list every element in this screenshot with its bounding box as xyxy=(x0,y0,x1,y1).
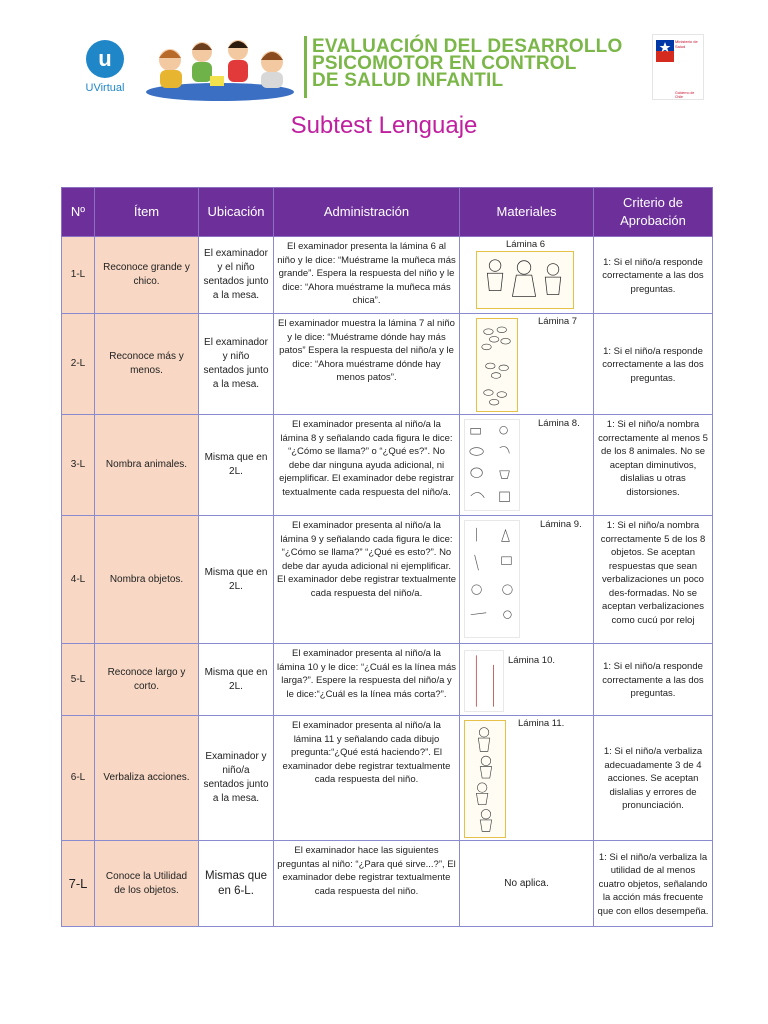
lamina-label: Lámina 10. xyxy=(508,655,556,666)
row-num: 6-L xyxy=(62,716,95,841)
row-item: Nombra animales. xyxy=(95,415,199,516)
program-title-line: DE SALUD INFANTIL xyxy=(312,70,504,91)
header-materiales: Materiales xyxy=(460,188,594,237)
row-administracion: El examinador muestra la lámina 7 al niño y le dice: “Muéstrame dónde hay más patos” Espera la respuesta del niño/a y le dice: “Ahora muéstrame dónde hay menos patos”. xyxy=(274,314,460,415)
lamina-8-image xyxy=(464,419,520,511)
table-row xyxy=(62,415,713,516)
row-ubicacion: Misma que en 2L. xyxy=(199,516,274,644)
document-header xyxy=(0,28,768,108)
row-criterio: 1: Si el niño/a verbaliza adecuadamente 3 de 4 acciones. Se aceptan dislalias y errores de pronunciación. xyxy=(594,716,713,841)
row-ubicacion: Examinador y niño/a sentados junto a la mesa. xyxy=(199,716,274,841)
row-ubicacion: El examinador y niño sentados junto a la mesa. xyxy=(199,314,274,415)
children-illustration xyxy=(140,34,300,102)
row-criterio: 1: Si el niño/a nombra correctamente al menos 5 de los 8 animales. No se aceptan diminutivos, dislalias u otras distorsiones. xyxy=(594,415,713,516)
ministry-name: Ministerio de Salud xyxy=(675,39,698,49)
ministry-logo xyxy=(652,34,704,100)
lamina-label: Lámina 8. xyxy=(538,418,580,429)
row-num: 7-L xyxy=(62,841,95,927)
row-administracion: El examinador hace las siguientes preguntas al niño: “¿Para qué sirve...?”, El examinador debe registrar textualmente cada respuesta del niño. xyxy=(274,841,460,927)
uvirtual-logo-word: UVirtual xyxy=(85,82,125,94)
table-row xyxy=(62,314,713,415)
row-ubicacion: Misma que en 2L. xyxy=(199,644,274,716)
row-ubicacion: Mismas que en 6-L. xyxy=(199,841,274,927)
subtest-table xyxy=(61,187,713,927)
row-item: Reconoce más y menos. xyxy=(95,314,199,415)
uvirtual-logo-mark: u xyxy=(86,40,124,78)
lamina-6-image xyxy=(476,251,574,309)
row-criterio: 1: Si el niño/a nombra correctamente 5 de los 8 objetos. Se aceptan respuestas que sean verbalizaciones un poco des-formadas. No se aceptan verbalizaciones como cucú por reloj xyxy=(594,516,713,644)
row-administracion: El examinador presenta al niño/a la lámina 8 y señalando cada figura le dice: “¿Cómo se llama?” o “¿Qué es?”. No debe dar ninguna ayuda adicional, ni ejemplificar. El examinador debe registrar textualmente cada respuesta del niño/a. xyxy=(274,415,460,516)
lamina-label: Lámina 7 xyxy=(538,316,578,327)
row-item: Verbaliza acciones. xyxy=(95,716,199,841)
lamina-label: Lámina 11. xyxy=(518,718,565,729)
row-ubicacion: Misma que en 2L. xyxy=(199,415,274,516)
program-title-line: EVALUACIÓN DEL DESARROLLO xyxy=(312,36,623,57)
government-label: Gobierno de Chile xyxy=(675,91,695,99)
row-num: 5-L xyxy=(62,644,95,716)
table-row xyxy=(62,841,713,927)
lamina-7-image xyxy=(476,318,518,412)
row-materiales: No aplica. xyxy=(460,841,594,927)
header-item: Ítem xyxy=(95,188,199,237)
header-administracion: Administración xyxy=(274,188,460,237)
row-criterio: 1: Si el niño/a responde correctamente a las dos preguntas. xyxy=(594,237,713,314)
row-item: Reconoce largo y corto. xyxy=(95,644,199,716)
program-title-line: PSICOMOTOR EN CONTROL xyxy=(312,53,577,74)
row-administracion: El examinador presenta la lámina 6 al niño y le dice: “Muéstrame la muñeca más grande”. Espera la respuesta del niño y le dice: “Ahora muéstrame la muñeca más chica”. xyxy=(274,237,460,314)
row-materiales xyxy=(460,716,594,841)
row-num: 3-L xyxy=(62,415,95,516)
row-num: 4-L xyxy=(62,516,95,644)
row-criterio: 1: Si el niño/a verbaliza la utilidad de al menos cuatro objetos, señalando la acción más frecuente que con ellos desempeña. xyxy=(594,841,713,927)
chile-shield-icon xyxy=(656,40,674,62)
row-materiales xyxy=(460,415,594,516)
table-row xyxy=(62,716,713,841)
row-materiales xyxy=(460,644,594,716)
table-row xyxy=(62,644,713,716)
row-materiales xyxy=(460,314,594,415)
row-criterio: 1: Si el niño/a responde correctamente a las dos preguntas. xyxy=(594,644,713,716)
header-divider xyxy=(304,36,307,98)
table-row xyxy=(62,516,713,644)
row-item: Conoce la Utilidad de los objetos. xyxy=(95,841,199,927)
lamina-11-image xyxy=(464,720,506,838)
table-row xyxy=(62,237,713,314)
row-item: Nombra objetos. xyxy=(95,516,199,644)
header-ubicacion: Ubicación xyxy=(199,188,274,237)
row-administracion: El examinador presenta al niño/a la lámina 10 y le dice: “¿Cuál es la línea más larga?”. Espere la respuesta del niño/a y le dice:“¿Cuál es la línea más corta?”. xyxy=(274,644,460,716)
row-num: 2-L xyxy=(62,314,95,415)
subtest-title: Subtest Lenguaje xyxy=(290,112,478,139)
row-administracion: El examinador presenta al niño/a la lámina 9 y señalando cada figura le dice: “¿Cómo se llama?” “¿Qué es esto?”. No debe dar ayuda adicional ni ejemplificar. El examinador debe registrar textualmente cada respuesta del niño/a. xyxy=(274,516,460,644)
row-materiales xyxy=(460,516,594,644)
program-title xyxy=(312,38,642,89)
lamina-label: Lámina 6 xyxy=(506,239,546,250)
header-num: Nº xyxy=(62,188,95,237)
row-administracion: El examinador presenta al niño/a la lámina 11 y señalando cada dibujo pregunta:“¿Qué está haciendo?”. El examinador debe registrar textualmente cada respuesta del niño. xyxy=(274,716,460,841)
lamina-label: Lámina 9. xyxy=(540,519,582,530)
lamina-9-image xyxy=(464,520,520,638)
row-criterio: 1: Si el niño/a responde correctamente a las dos preguntas. xyxy=(594,314,713,415)
row-ubicacion: El examinador y el niño sentados junto a la mesa. xyxy=(199,237,274,314)
row-item: Reconoce grande y chico. xyxy=(95,237,199,314)
header-criterio: Criterio de Aprobación xyxy=(594,188,713,237)
uvirtual-logo xyxy=(78,40,132,100)
row-num: 1-L xyxy=(62,237,95,314)
table-header-row xyxy=(62,188,713,237)
row-materiales xyxy=(460,237,594,314)
lamina-10-image xyxy=(464,650,504,712)
